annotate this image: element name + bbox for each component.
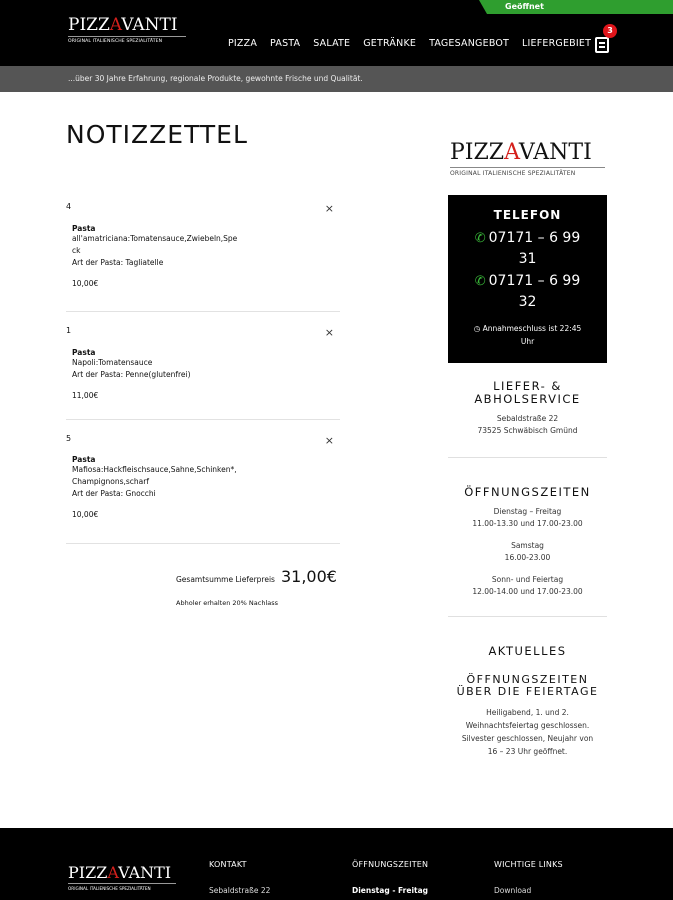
delivery-section	[448, 380, 607, 437]
sidebar-divider	[448, 457, 607, 458]
item-quantity[interactable]: 4	[66, 202, 72, 211]
pickup-discount-note: Abholer erhalten 20% Nachlass	[176, 599, 279, 607]
phone-icon: ✆	[474, 231, 486, 246]
hours-block: Dienstag – Freitag 11.00-13.30 und 17.00-23.00	[472, 507, 583, 528]
footer-hours-day: Dienstag - Freitag	[352, 886, 429, 895]
news-text: Heiligabend, 1. und 2. Weihnachtsfeiertag geschlossen. Silvester geschlossen, Neujahr von 16 – 23 Uhr geöffnet.	[461, 708, 594, 756]
nav-salate[interactable]: SALATE	[313, 38, 351, 49]
footer-hours-heading: ÖFFNUNGSZEITEN	[352, 860, 429, 869]
total-label: Gesamtsumme Lieferpreis	[176, 575, 275, 584]
item-price: 10,00€	[72, 510, 99, 519]
list-item	[66, 420, 340, 544]
news-section	[448, 645, 607, 758]
phone-number-1[interactable]: ✆ 07171 – 6 99 31	[474, 230, 581, 267]
footer-hours	[352, 860, 428, 895]
item-price: 11,00€	[72, 391, 99, 400]
total-value: 31,00€	[280, 567, 337, 586]
phone-number-2[interactable]: ✆ 07171 – 6 99 32	[474, 273, 581, 310]
item-description: Mafiosa:Hackfleischsauce,Sahne,Schinken*, Champignons,scharf Art der Pasta: Gnocchi	[72, 465, 237, 498]
item-description: Napoli:Tomatensauce Art der Pasta: Penne(glutenfrei)	[72, 358, 191, 379]
footer-logo[interactable]: PIZZAVANTI ORIGINAL ITALIENISCHE SPEZIALITÄTEN	[68, 864, 176, 891]
main-nav	[228, 38, 604, 49]
nav-getraenke[interactable]: GETRÄNKE	[363, 38, 417, 49]
item-category: Pasta	[72, 455, 96, 464]
total-summary	[176, 567, 337, 586]
order-closing-time: ◷ Annahmeschluss ist 22:45 Uhr	[473, 324, 582, 346]
tagline-bar: ...über 30 Jahre Erfahrung, regionale Produkte, gewohnte Frische und Qualität.	[0, 66, 673, 92]
footer-links	[494, 860, 563, 895]
sidebar-logo: PIZZAVANTI ORIGINAL ITALIENISCHE SPEZIALITÄTEN	[450, 141, 605, 177]
item-price: 10,00€	[72, 279, 99, 288]
news-title: AKTUELLES	[488, 644, 567, 658]
delivery-address: Sebaldstraße 22 73525 Schwäbisch Gmünd	[477, 414, 578, 435]
hours-block: Sonn- und Feiertag 12.00-14.00 und 17.00-23.00	[472, 575, 583, 596]
list-item	[66, 312, 340, 420]
logo-subtitle: ORIGINAL ITALIENISCHE SPEZIALITÄTEN	[450, 167, 605, 177]
phone-icon: ✆	[474, 274, 486, 289]
remove-item-button[interactable]: ×	[324, 434, 334, 447]
item-category: Pasta	[72, 348, 96, 357]
notepad-item-list	[66, 202, 340, 544]
page-title: NOTIZZETTEL	[66, 120, 248, 149]
nav-liefergebiet[interactable]: LIEFERGEBIET	[522, 38, 592, 49]
footer-links-heading: WICHTIGE LINKS	[494, 860, 563, 869]
item-description: all'amatriciana:Tomatensauce,Zwiebeln,Spe ck Art der Pasta: Tagliatelle	[72, 234, 238, 267]
item-quantity[interactable]: 5	[66, 434, 72, 443]
logo-subtitle: ORIGINAL ITALIENISCHE SPEZIALITÄTEN	[68, 883, 176, 891]
nav-pizza[interactable]: PIZZA	[228, 38, 258, 49]
opening-hours-section	[448, 486, 607, 598]
remove-item-button[interactable]: ×	[324, 202, 334, 215]
logo-subtitle: ORIGINAL ITALIENISCHE SPEZIALITÄTEN	[68, 36, 186, 44]
nav-pasta[interactable]: PASTA	[270, 38, 301, 49]
item-quantity[interactable]: 1	[66, 326, 72, 335]
footer-link-download[interactable]: Download	[494, 886, 532, 895]
list-item	[66, 202, 340, 312]
footer-contact	[209, 860, 270, 895]
phone-title: TELEFON	[493, 208, 562, 222]
clock-icon: ◷	[473, 324, 481, 333]
remove-item-button[interactable]: ×	[324, 326, 334, 339]
clipboard-icon	[595, 37, 609, 53]
cart-count-badge: 3	[603, 24, 617, 38]
header-logo[interactable]: PIZZAVANTI ORIGINAL ITALIENISCHE SPEZIALITÄTEN	[68, 16, 186, 44]
item-category: Pasta	[72, 224, 96, 233]
footer-contact-heading: KONTAKT	[209, 860, 247, 869]
site-header	[0, 0, 673, 66]
phone-box	[448, 195, 607, 363]
footer-contact-street: Sebaldstraße 22	[209, 886, 271, 895]
nav-tagesangebot[interactable]: TAGESANGEBOT	[429, 38, 510, 49]
notepad-cart-button[interactable]	[594, 26, 613, 54]
open-status-badge: Geöffnet	[487, 0, 673, 14]
delivery-title: LIEFER- & ABHOLSERVICE	[474, 379, 581, 406]
hours-block: Samstag 16.00-23.00	[504, 541, 551, 562]
site-footer	[0, 828, 673, 900]
news-headline: ÖFFNUNGSZEITEN ÜBER DIE FEIERTAGE	[456, 673, 599, 698]
opening-hours-title: ÖFFNUNGSZEITEN	[464, 485, 591, 499]
sidebar-divider	[448, 616, 607, 617]
